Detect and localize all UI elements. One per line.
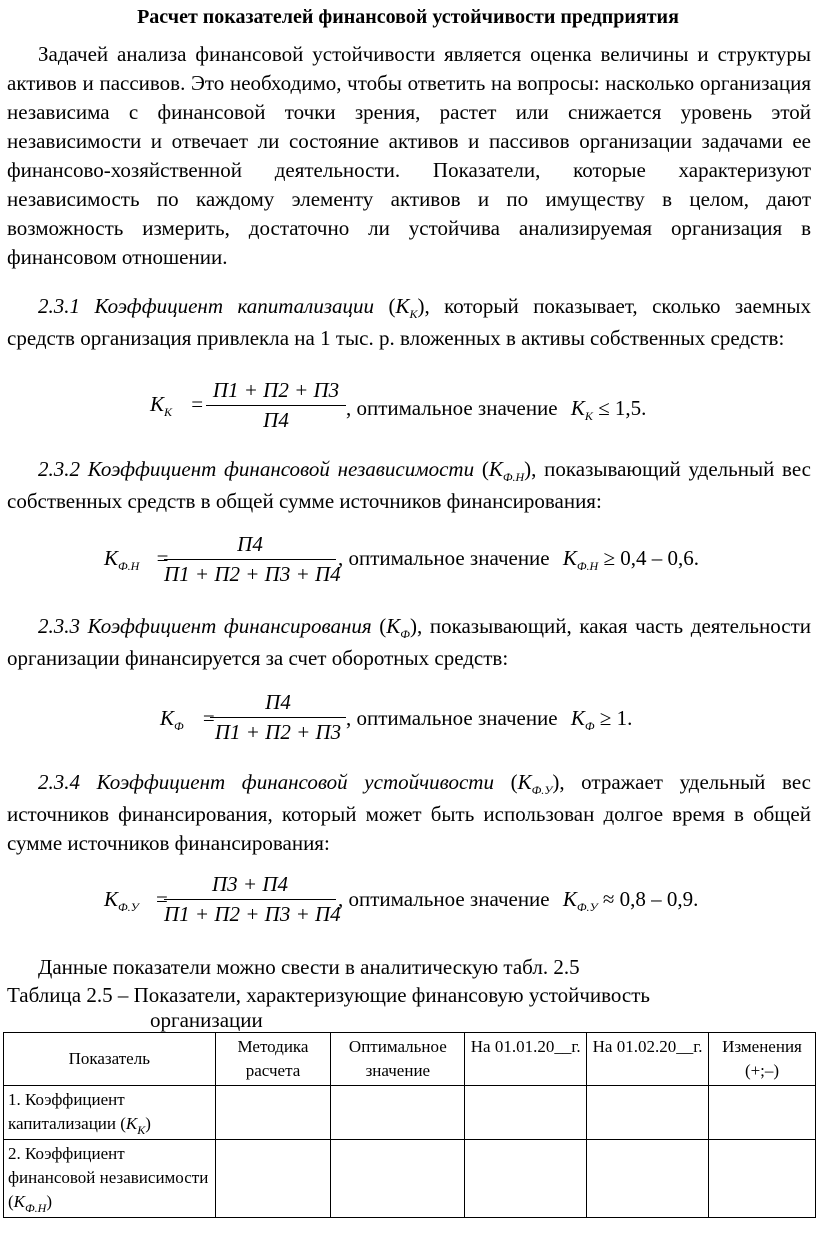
table-row bbox=[4, 1086, 816, 1140]
section-text: , отражает удельный вес источников финансирования, который может быть использован долгое время в общей сумме источников финансирования: bbox=[7, 770, 811, 855]
fraction-independence bbox=[164, 532, 341, 587]
section-stability: 2.3.4 Коэффициент финансовой устойчивости $(K_{Ф.У})$, отражает удельный вес источников финансирования, который может быть использован долгое время в общей сумме источников финансирования: bbox=[7, 770, 811, 855]
formula-lhs: K bbox=[160, 706, 175, 730]
formula-lhs: K bbox=[104, 887, 119, 911]
fraction-stability bbox=[164, 872, 341, 927]
optimal-value: ≤ 1,5 bbox=[598, 396, 642, 420]
cell-date1[interactable] bbox=[465, 1086, 587, 1140]
formula-lhs: K bbox=[150, 392, 165, 416]
section-financing: 2.3.3 Коэффициент финансирования $(K_Ф)$, показывающий, какая часть деятельности организации финансируется за счет оборотных средств: bbox=[7, 614, 811, 670]
fraction-denominator: П1 + П2 + П3 + П4 bbox=[164, 902, 341, 926]
fraction-capitalization bbox=[206, 378, 346, 433]
table-caption: Таблица 2.5 – Показатели, характеризующие финансовую устойчивость bbox=[7, 983, 651, 1007]
section-heading: 2.3.3 Коэффициент финансирования bbox=[38, 614, 372, 638]
optimal-independence: , оптимальное значение $K_{Ф.Н} \ge 0,4 - 0,6$. bbox=[338, 546, 699, 573]
formula-capitalization: $K_К$ = bbox=[150, 392, 204, 419]
optimal-financing: , оптимальное значение $K_Ф \ge 1$. bbox=[346, 706, 633, 733]
formula-lhs-sub: Ф bbox=[174, 719, 184, 733]
fraction-denominator: П1 + П2 + П3 + П4 bbox=[164, 562, 341, 586]
cell-date1[interactable] bbox=[465, 1140, 587, 1218]
cell-changes[interactable] bbox=[709, 1086, 816, 1140]
section-capitalization: 2.3.1 Коэффициент капитализации $(K_К)$, который показывает, сколько заемных средств организация привлекла на 1 тыс. р. вложенных в активы собственных средств: bbox=[7, 294, 811, 350]
fraction-denominator: П4 bbox=[263, 408, 289, 432]
section-heading: 2.3.1 Коэффициент капитализации bbox=[38, 294, 375, 318]
summary-line: Данные показатели можно свести в аналитическую табл. 2.5 bbox=[38, 955, 580, 979]
optimal-label: , оптимальное значение bbox=[346, 396, 558, 420]
formula-end: . bbox=[627, 706, 633, 730]
coef-symbol: K bbox=[488, 457, 503, 481]
cell-optimal[interactable] bbox=[331, 1086, 465, 1140]
optimal-value: ≈ 0,8 – 0,9 bbox=[602, 887, 694, 911]
formula-lhs: K bbox=[104, 546, 119, 570]
optimal-label: , оптимальное значение bbox=[338, 546, 550, 570]
row-label: 1. Коэффициент капитализации $(K_К)$ bbox=[4, 1086, 216, 1140]
formula-lhs-sub: Ф.Н bbox=[118, 559, 140, 573]
formula-stability: $K_{Ф.У}$ = bbox=[104, 887, 168, 914]
formula-end: . bbox=[693, 546, 699, 570]
table-header-row bbox=[4, 1033, 816, 1086]
cell-method[interactable] bbox=[215, 1140, 331, 1218]
cell-optimal[interactable] bbox=[331, 1140, 465, 1218]
section-heading: 2.3.4 Коэффициент финансовой устойчивости bbox=[38, 770, 494, 794]
section-heading: 2.3.2 Коэффициент финансовой независимости bbox=[38, 457, 475, 481]
header-optimal: Оптимальное значение bbox=[331, 1033, 465, 1086]
fraction-financing bbox=[210, 690, 346, 745]
cell-method[interactable] bbox=[215, 1086, 331, 1140]
row-label: 2. Коэффициент финансовой независимости $(K_{Ф.Н})$ bbox=[4, 1140, 216, 1218]
coef-symbol: K bbox=[517, 770, 532, 794]
optimal-value: ≥ 1 bbox=[599, 706, 628, 730]
optimal-capitalization: , оптимальное значение $K_К \le 1,5$. bbox=[346, 396, 647, 423]
intro-paragraph: Задачей анализа финансовой устойчивости является оценка величины и структуры активов и пассивов. Это необходимо, чтобы ответить на вопросы: насколько организация независима с финансовой точки зрения, растет или снижается уровень этой независимости и отвечает ли состояние активов и пассивов организации задачами ее финансово-хозяйственной деятельности. Показатели, которые характеризуют независимость по каждому элементу активов и по имуществу в целом, дают возможность измерить, достаточно ли устойчива анализируемая организация в финансовом отношении. bbox=[7, 42, 811, 269]
section-text: , показывающий, какая часть деятельности организации финансируется за счет оборотных средств: bbox=[7, 614, 811, 670]
optimal-label: , оптимальное значение bbox=[346, 706, 558, 730]
fraction-numerator: П4 bbox=[164, 532, 336, 560]
formula-end: . bbox=[641, 396, 647, 420]
section-text: , показывающий удельный вес собственных средств в общей сумме источников финансирования: bbox=[7, 457, 811, 513]
header-indicator: Показатель bbox=[4, 1033, 216, 1086]
fraction-numerator: П1 + П2 + П3 bbox=[206, 378, 346, 406]
fraction-numerator: П3 + П4 bbox=[164, 872, 336, 900]
indicators-table bbox=[3, 1032, 816, 1218]
cell-date2[interactable] bbox=[587, 1140, 709, 1218]
formula-lhs-sub: К bbox=[164, 405, 172, 419]
header-method: Методика расчета bbox=[215, 1033, 331, 1086]
formula-lhs-sub: Ф.У bbox=[118, 900, 139, 914]
header-date2: На 01.02.20__г. bbox=[587, 1033, 709, 1086]
formula-end: . bbox=[693, 887, 699, 911]
section-text: , который показывает, сколько заемных средств организация привлекла на 1 тыс. р. вложенных в активы собственных средств: bbox=[7, 294, 811, 350]
formula-independence: $K_{Ф.Н}$ = bbox=[104, 546, 169, 573]
header-date1: На 01.01.20__г. bbox=[465, 1033, 587, 1086]
coef-subscript: Ф.Н bbox=[502, 470, 525, 484]
document-title: Расчет показателей финансовой устойчивости предприятия bbox=[137, 6, 679, 28]
section-independence: 2.3.2 Коэффициент финансовой независимости $(K_{Ф.Н})$, показывающий удельный вес собственных средств в общей сумме источников финансирования: bbox=[7, 457, 811, 513]
formula-financing: $K_Ф$ = bbox=[160, 706, 215, 733]
optimal-stability: , оптимальное значение $K_{Ф.У} \approx 0,8 - 0,9$. bbox=[338, 887, 699, 914]
coef-subscript: Ф.У bbox=[531, 783, 553, 797]
coef-subscript: Ф bbox=[400, 627, 410, 641]
fraction-numerator: П4 bbox=[210, 690, 346, 718]
coef-symbol: K bbox=[386, 614, 401, 638]
optimal-label: , оптимальное значение bbox=[338, 887, 550, 911]
cell-date2[interactable] bbox=[587, 1086, 709, 1140]
cell-changes[interactable] bbox=[709, 1140, 816, 1218]
table-row bbox=[4, 1140, 816, 1218]
optimal-value: ≥ 0,4 – 0,6 bbox=[603, 546, 694, 570]
coef-symbol: K bbox=[395, 294, 410, 318]
fraction-denominator: П1 + П2 + П3 bbox=[214, 720, 342, 744]
table-caption-cont: организации bbox=[150, 1008, 263, 1032]
coef-subscript: К bbox=[409, 307, 418, 321]
header-changes: Изменения (+;–) bbox=[709, 1033, 816, 1086]
